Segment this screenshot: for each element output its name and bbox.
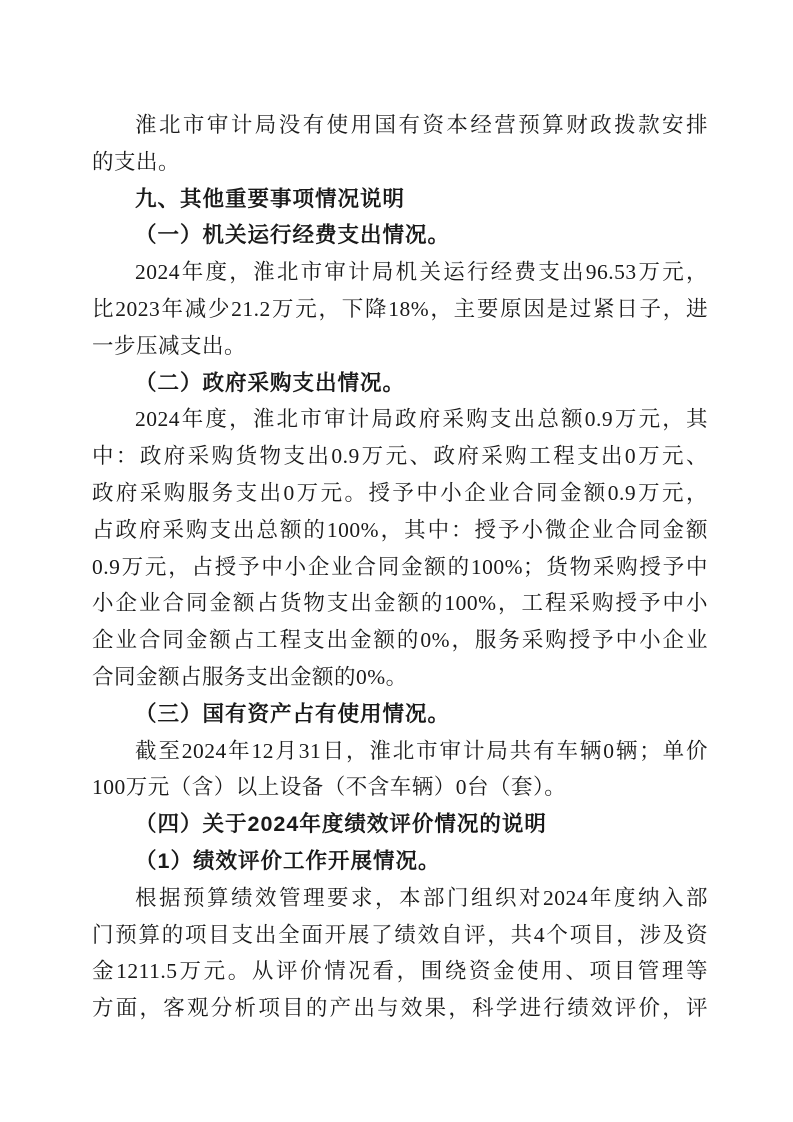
section-heading: （二）政府采购支出情况。	[135, 370, 406, 395]
paragraph-line: 淮北市审计局没有使用国有资本经营预算财政拨款安排	[135, 113, 708, 137]
section-heading: （1）绩效评价工作开展情况。	[135, 848, 441, 873]
section-heading: （四）关于2024年度绩效评价情况的说明	[135, 812, 547, 837]
paragraph-line: 一步压减支出。	[92, 333, 247, 358]
paragraph-line: 金1211.5万元。从评价情况看，围绕资金使用、项目管理等	[92, 959, 708, 984]
section-heading: 九、其他重要事项情况说明	[135, 186, 406, 211]
paragraph-line: 比2023年减少21.2万元，下降18%，主要原因是过紧日子，进	[92, 296, 708, 321]
paragraph-line: 方面，客观分析项目的产出与效果，科学进行绩效评价，评	[92, 996, 708, 1021]
paragraph-line: 占政府采购支出总额的100%，其中：授予小微企业合同金额	[92, 517, 708, 542]
section-heading: （一）机关运行经费支出情况。	[135, 223, 451, 248]
paragraph-line: 2024年度，淮北市审计局机关运行经费支出96.53万元，	[135, 260, 708, 285]
paragraph-line: 政府采购服务支出0万元。授予中小企业合同金额0.9万元，	[92, 480, 708, 505]
paragraph-line: 小企业合同金额占货物支出金额的100%，工程采购授予中小	[92, 591, 708, 616]
document-body	[92, 107, 708, 1027]
paragraph-line: 企业合同金额占工程支出金额的0%，服务采购授予中小企业	[92, 628, 708, 653]
paragraph-line: 的支出。	[92, 149, 181, 174]
paragraph-line: 门预算的项目支出全面开展了绩效自评，共4个项目，涉及资	[92, 922, 708, 947]
paragraph-line: 0.9万元，占授予中小企业合同金额的100%；货物采购授予中	[92, 554, 708, 579]
paragraph-line: 100万元（含）以上设备（不含车辆）0台（套）。	[92, 775, 567, 800]
paragraph-line: 根据预算绩效管理要求，本部门组织对2024年度纳入部	[135, 885, 708, 910]
section-heading: （三）国有资产占有使用情况。	[135, 701, 451, 726]
paragraph-line: 2024年度，淮北市审计局政府采购支出总额0.9万元，其	[135, 407, 708, 432]
paragraph-line: 截至2024年12月31日，淮北市审计局共有车辆0辆；单价	[135, 738, 708, 763]
paragraph-line: 合同金额占服务支出金额的0%。	[92, 664, 408, 689]
paragraph-line: 中：政府采购货物支出0.9万元、政府采购工程支出0万元、	[92, 444, 708, 469]
